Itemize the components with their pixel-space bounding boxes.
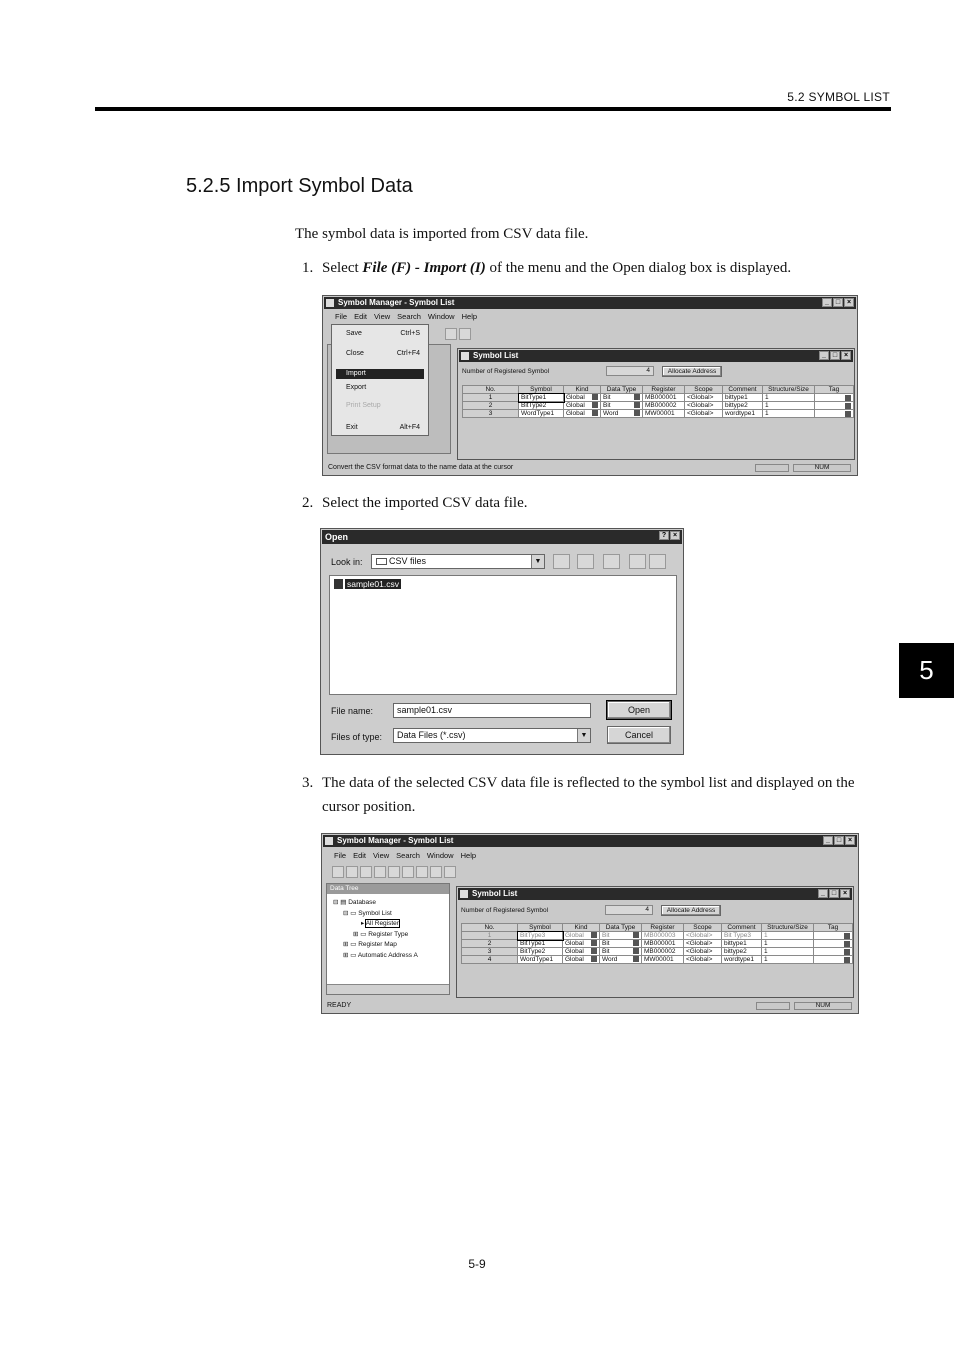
folder-icon: [376, 558, 387, 565]
column-header[interactable]: Symbol: [519, 386, 564, 394]
registered-count-value: 4: [606, 366, 654, 376]
step-number: 2.: [302, 495, 314, 511]
menu-item-import[interactable]: Import: [336, 369, 424, 379]
cancel-button[interactable]: Cancel: [607, 726, 671, 744]
menu-help[interactable]: Help: [460, 851, 477, 860]
toolbar-button[interactable]: [360, 866, 372, 878]
child-title-bar: Symbol List _ □ ×: [458, 888, 852, 900]
column-header[interactable]: Register: [643, 386, 685, 394]
title-bar: Open ? ×: [322, 530, 682, 544]
file-name-input[interactable]: sample01.csv: [393, 703, 591, 718]
screenshot-symbol-manager-import-menu: [322, 295, 858, 476]
table-row[interactable]: 4 WordType1 Global Word MW00001 <Global> wordtype1 1: [462, 956, 853, 964]
step-3: 3. The data of the selected CSV data file is reflected to the symbol list and displayed on the cursor position.: [302, 771, 855, 819]
registered-count-label: Number of Registered Symbol: [462, 368, 550, 375]
column-header[interactable]: Scope: [684, 924, 722, 932]
close-icon[interactable]: ×: [840, 889, 850, 898]
file-item[interactable]: sample01.csv: [334, 579, 401, 590]
status-panel: [755, 464, 789, 472]
toolbar-button[interactable]: [402, 866, 414, 878]
close-icon[interactable]: ×: [670, 531, 680, 540]
header-section-label: 5.2 SYMBOL LIST: [787, 90, 890, 104]
column-header[interactable]: Comment: [723, 386, 763, 394]
column-header[interactable]: Symbol: [518, 924, 563, 932]
toolbar-button[interactable]: [374, 866, 386, 878]
step-2: 2. Select the imported CSV data file.: [302, 491, 528, 515]
chevron-down-icon[interactable]: ▼: [531, 555, 544, 568]
status-panel: [756, 1002, 790, 1010]
maximize-icon[interactable]: □: [834, 836, 844, 845]
window-icon: [460, 890, 468, 898]
toolbar-button[interactable]: [459, 328, 471, 340]
symbol-list-window: [456, 886, 854, 998]
new-folder-icon[interactable]: [603, 554, 620, 569]
table-header-row: [462, 924, 853, 932]
tree-node-symbol-list[interactable]: ⊟ ▭ Symbol List: [343, 909, 392, 917]
menu-item-close[interactable]: Close Ctrl+F4: [346, 350, 420, 357]
menu-window[interactable]: Window: [427, 312, 455, 321]
menu-edit[interactable]: Edit: [353, 851, 367, 860]
list-view-icon[interactable]: [629, 554, 646, 569]
menu-search[interactable]: Search: [397, 312, 421, 321]
child-title-bar: Symbol List _ □ ×: [459, 350, 853, 362]
status-num: NUM: [794, 1002, 852, 1010]
menu-bar: [324, 850, 856, 861]
column-header[interactable]: Data Type: [601, 386, 643, 394]
column-header[interactable]: Kind: [564, 386, 601, 394]
tree-node-all-register[interactable]: ▸ All Register: [361, 920, 399, 927]
column-header[interactable]: Tag: [815, 386, 854, 394]
allocate-address-button[interactable]: Allocate Address: [661, 905, 721, 916]
column-header[interactable]: Structure/Size: [763, 386, 815, 394]
table-row[interactable]: 2 BitType1 Global Bit MB000001 <Global> bittype1 1: [462, 940, 853, 948]
table-row[interactable]: 1 BitType3 Global Bit MB000003 <Global> Bit Type3 1: [462, 932, 853, 940]
status-bar: Convert the CSV format data to the name data at the cursor NUM: [325, 463, 855, 473]
desktop-icon[interactable]: [577, 554, 594, 569]
menu-edit[interactable]: Edit: [354, 312, 368, 321]
column-header[interactable]: Structure/Size: [762, 924, 814, 932]
toolbar-button[interactable]: [332, 866, 344, 878]
maximize-icon[interactable]: □: [830, 351, 840, 360]
maximize-icon[interactable]: □: [829, 889, 839, 898]
toolbar-button[interactable]: [445, 328, 457, 340]
screenshot-open-dialog: [320, 528, 684, 755]
files-of-type-select[interactable]: Data Files (*.csv) ▼: [393, 728, 591, 743]
help-icon[interactable]: ?: [659, 531, 669, 540]
menu-item-exit[interactable]: Exit Alt+F4: [346, 424, 420, 431]
menu-path: File (F) - Import (I): [362, 260, 486, 276]
menu-file[interactable]: File: [335, 312, 348, 321]
step-number: 3.: [302, 775, 314, 791]
menu-search[interactable]: Search: [396, 851, 420, 860]
toolbar-button[interactable]: [416, 866, 428, 878]
app-icon: [325, 837, 333, 845]
chevron-down-icon[interactable]: ▼: [577, 729, 590, 742]
close-icon[interactable]: ×: [844, 298, 854, 307]
column-header[interactable]: Register: [642, 924, 684, 932]
toolbar-button[interactable]: [430, 866, 442, 878]
screenshot-symbol-manager-result: [321, 833, 859, 1014]
table-row[interactable]: 3 BitType2 Global Bit MB000002 <Global> bittype2 1: [462, 948, 853, 956]
toolbar-button[interactable]: [388, 866, 400, 878]
status-bar: READY NUM: [324, 1001, 856, 1011]
look-in-label: Look in:: [331, 557, 363, 567]
menu-item-save[interactable]: Save Ctrl+S: [346, 330, 420, 337]
column-header[interactable]: Kind: [563, 924, 600, 932]
column-header[interactable]: No.: [462, 924, 518, 932]
tree-node-register-type[interactable]: ⊞ ▭ Register Type: [353, 930, 409, 938]
up-folder-icon[interactable]: [553, 554, 570, 569]
section-title: 5.2.5 Import Symbol Data: [186, 175, 413, 197]
step-number: 1.: [302, 260, 314, 276]
page-number: 5-9: [468, 1257, 486, 1271]
allocate-address-button[interactable]: Allocate Address: [662, 366, 722, 377]
files-of-type-label: Files of type:: [331, 732, 383, 742]
column-header[interactable]: Tag: [814, 924, 853, 932]
menu-help[interactable]: Help: [461, 312, 478, 321]
tree-node-automatic-address[interactable]: ⊞ ▭ Automatic Address A: [343, 951, 418, 959]
registered-count-label: Number of Registered Symbol: [461, 907, 549, 914]
horizontal-scrollbar[interactable]: [327, 984, 449, 994]
tree-node-database[interactable]: ⊟ ▤ Database: [333, 899, 377, 906]
symbol-list-window: [457, 348, 855, 460]
minimize-icon[interactable]: _: [819, 351, 829, 360]
window-icon: [461, 352, 469, 360]
step-1: 1. Select File (F) - Import (I) of the menu and the Open dialog box is displayed.: [302, 256, 791, 280]
status-num: NUM: [793, 464, 851, 472]
menu-item-print-setup[interactable]: Print Setup: [346, 402, 381, 409]
menu-item-export[interactable]: Export: [346, 384, 367, 391]
data-tree: [333, 898, 418, 961]
app-icon: [326, 299, 334, 307]
toolbar: [324, 864, 856, 879]
column-header[interactable]: Scope: [685, 386, 723, 394]
menu-file[interactable]: File: [334, 851, 347, 860]
look-in-select[interactable]: CSV files ▼: [371, 554, 545, 569]
table-row[interactable]: 2 BitType2 Global Bit MB000002 <Global> bittype2 1: [463, 402, 854, 410]
close-icon[interactable]: ×: [845, 836, 855, 845]
file-menu-dropdown: [331, 324, 429, 436]
minimize-icon[interactable]: _: [822, 298, 832, 307]
symbol-table: [461, 923, 853, 964]
maximize-icon[interactable]: □: [833, 298, 843, 307]
column-header[interactable]: Comment: [722, 924, 762, 932]
tree-pane-title: Data Tree: [327, 884, 449, 894]
file-name-label: File name:: [331, 706, 374, 716]
tree-node-register-map[interactable]: ⊞ ▭ Register Map: [343, 941, 397, 948]
chapter-tab: 5: [899, 643, 954, 698]
table-row[interactable]: 1 BitType1 Global Bit MB000001 <Global> bittype1 1: [463, 394, 854, 402]
minimize-icon[interactable]: _: [823, 836, 833, 845]
menu-view[interactable]: View: [373, 851, 390, 860]
table-row[interactable]: 3 WordType1 Global Word MW00001 <Global> wordtype1 1: [463, 410, 854, 418]
toolbar-button[interactable]: [444, 866, 456, 878]
data-tree-pane: [326, 883, 450, 995]
title-bar: Symbol Manager - Symbol List _ □ ×: [323, 835, 857, 847]
minimize-icon[interactable]: _: [818, 889, 828, 898]
registered-count-value: 4: [605, 905, 653, 915]
symbol-table: [462, 385, 854, 418]
open-button[interactable]: Open: [607, 701, 671, 719]
title-bar: Symbol Manager - Symbol List _ □ ×: [324, 297, 856, 309]
csv-file-icon: [334, 579, 343, 589]
table-header-row: [463, 386, 854, 394]
menu-window[interactable]: Window: [426, 851, 454, 860]
close-icon[interactable]: ×: [841, 351, 851, 360]
toolbar-button[interactable]: [346, 866, 358, 878]
file-list: [329, 575, 677, 695]
header-rule: [95, 107, 891, 111]
column-header[interactable]: Data Type: [600, 924, 642, 932]
menu-bar: [325, 311, 855, 322]
intro-paragraph: The symbol data is imported from CSV data file.: [295, 226, 589, 242]
details-view-icon[interactable]: [649, 554, 666, 569]
menu-view[interactable]: View: [374, 312, 391, 321]
column-header[interactable]: No.: [463, 386, 519, 394]
